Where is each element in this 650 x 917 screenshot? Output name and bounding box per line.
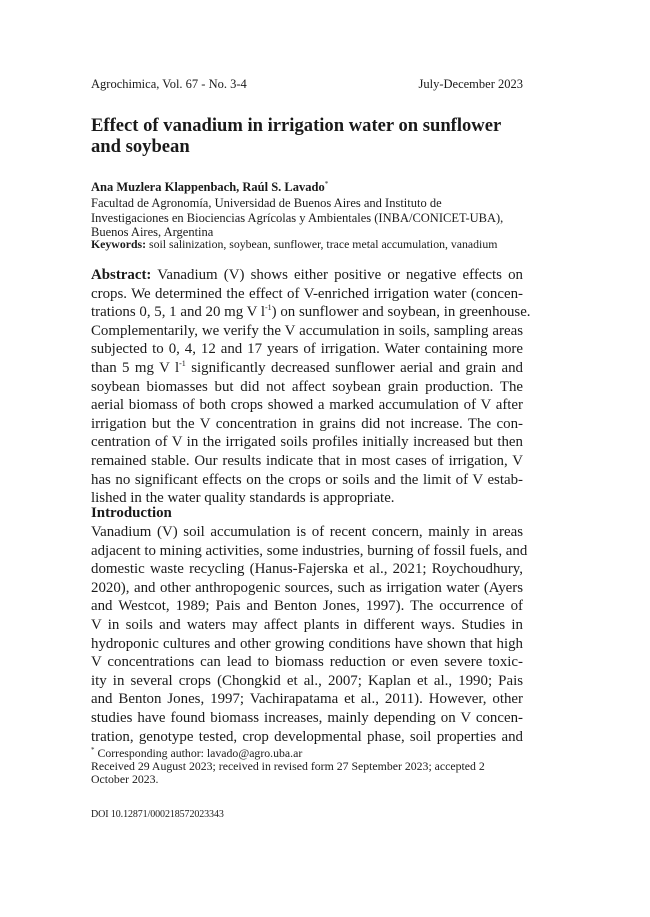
abstract-line: significantly decreased sunflower aerial and grain and xyxy=(185,359,523,376)
intro-line: 2020), and other anthropogenic sources, such as irrigation water (Ayers xyxy=(91,579,523,596)
abstract-line: crops. We determined the effect of V-enriched irrigation water (concen- xyxy=(91,285,523,302)
keywords-text: soil salinization, soybean, sunflower, trace metal accumulation, vanadium xyxy=(146,237,498,251)
abstract-line: soybean biomasses but did not affect soybean grain production. The xyxy=(91,378,523,395)
superscript: -1 xyxy=(179,359,186,368)
title-line-1: Effect of vanadium in irrigation water on sunflower xyxy=(91,115,502,136)
intro-line: domestic waste recycling (Hanus-Fajerska et al., 2021; Roychoudhury, xyxy=(91,561,523,578)
section-heading-introduction: Introduction xyxy=(91,505,172,521)
keywords xyxy=(91,237,531,252)
author-names: Ana Muzlera Klappenbach, Raúl S. Lavado xyxy=(91,180,325,195)
abstract-line: aerial biomass of both crops showed a marked accumulation of V after xyxy=(91,397,523,414)
intro-line: and Benton Jones, 1997; Vachirapatama et al., 2011). However, other xyxy=(91,691,523,708)
intro-line: Vanadium (V) soil accumulation is of recent concern, mainly in areas xyxy=(91,524,523,540)
abstract-line: subjected to 0, 4, 12 and 17 years of irrigation. Water containing more xyxy=(91,341,523,358)
keywords-label: Keywords: xyxy=(91,237,147,251)
introduction-body xyxy=(91,523,528,746)
abstract-line: ) on sunflower and soybean, in greenhouse. xyxy=(271,304,531,321)
abstract-line: trations 0, 5, 1 and 20 mg V l xyxy=(91,304,265,321)
abstract-line: remained stable. Our results indicate that in most cases of irrigation, V xyxy=(91,452,523,469)
received-dates: Received 29 August 2023; received in revised form 27 September 2023; accepted 2 xyxy=(91,759,485,774)
affiliation-line: Facultad de Agronomía, Universidad de Buenos Aires and Instituto de xyxy=(91,196,442,210)
abstract-line: than 5 mg V l xyxy=(91,359,180,376)
doi: DOI 10.12871/000218572023343 xyxy=(91,809,224,820)
abstract-line: Complementarily, we verify the V accumulation in soils, sampling areas xyxy=(91,322,523,339)
footnote-mark: * xyxy=(91,746,95,754)
intro-line: ity in several crops (Chongkid et al., 2007; Kaplan et al., 1990; Pais xyxy=(91,672,523,689)
author-list xyxy=(91,180,328,195)
footnotes xyxy=(91,744,523,787)
received-dates-cont: October 2023. xyxy=(91,772,159,787)
affiliation xyxy=(91,196,531,240)
intro-line: V in soils and waters may affect plants in different ways. Studies in xyxy=(91,616,523,633)
intro-line: studies have found biomass increases, mainly depending on V concen- xyxy=(91,709,523,726)
abstract-label: Abstract: xyxy=(91,267,152,283)
intro-line: and Westcot, 1989; Pais and Benton Jones, 1997). The occurrence of xyxy=(91,598,523,615)
affiliation-line: Investigaciones en Biociencias Agrícolas y Ambientales (INBA/CONICET-UBA), xyxy=(91,210,504,225)
superscript: -1 xyxy=(265,303,272,313)
intro-line: V concentrations can lead to biomass reduction or even severe toxic- xyxy=(91,654,523,671)
abstract-line: irrigation but the V concentration in grains did not increase. The con- xyxy=(91,415,523,432)
abstract xyxy=(91,266,531,508)
corresponding-mark: * xyxy=(324,180,329,188)
issue-date: July-December 2023 xyxy=(418,77,523,91)
intro-line: hydroponic cultures and other growing conditions have shown that high xyxy=(91,635,523,652)
intro-line: adjacent to mining activities, some industries, burning of fossil fuels, and xyxy=(91,542,528,559)
corresponding-author-note: Corresponding author: lavado@agro.uba.ar xyxy=(94,745,303,760)
abstract-line: lished in the water quality standards is appropriate. xyxy=(91,490,395,507)
paper-title xyxy=(91,115,523,157)
title-line-2: and soybean xyxy=(91,136,190,157)
journal-info: Agrochimica, Vol. 67 - No. 3-4 xyxy=(91,77,247,91)
abstract-line: has no significant effects on the crops or soils and the limit of V estab- xyxy=(91,471,523,488)
abstract-line: centration of V in the irrigated soils profiles initially increased but then xyxy=(91,434,523,451)
abstract-line: Vanadium (V) shows either positive or negative effects on xyxy=(151,267,523,283)
affiliation-line: Buenos Aires, Argentina xyxy=(91,225,214,240)
intro-line: tration, genotype tested, crop developmental phase, soil properties and xyxy=(91,728,523,745)
